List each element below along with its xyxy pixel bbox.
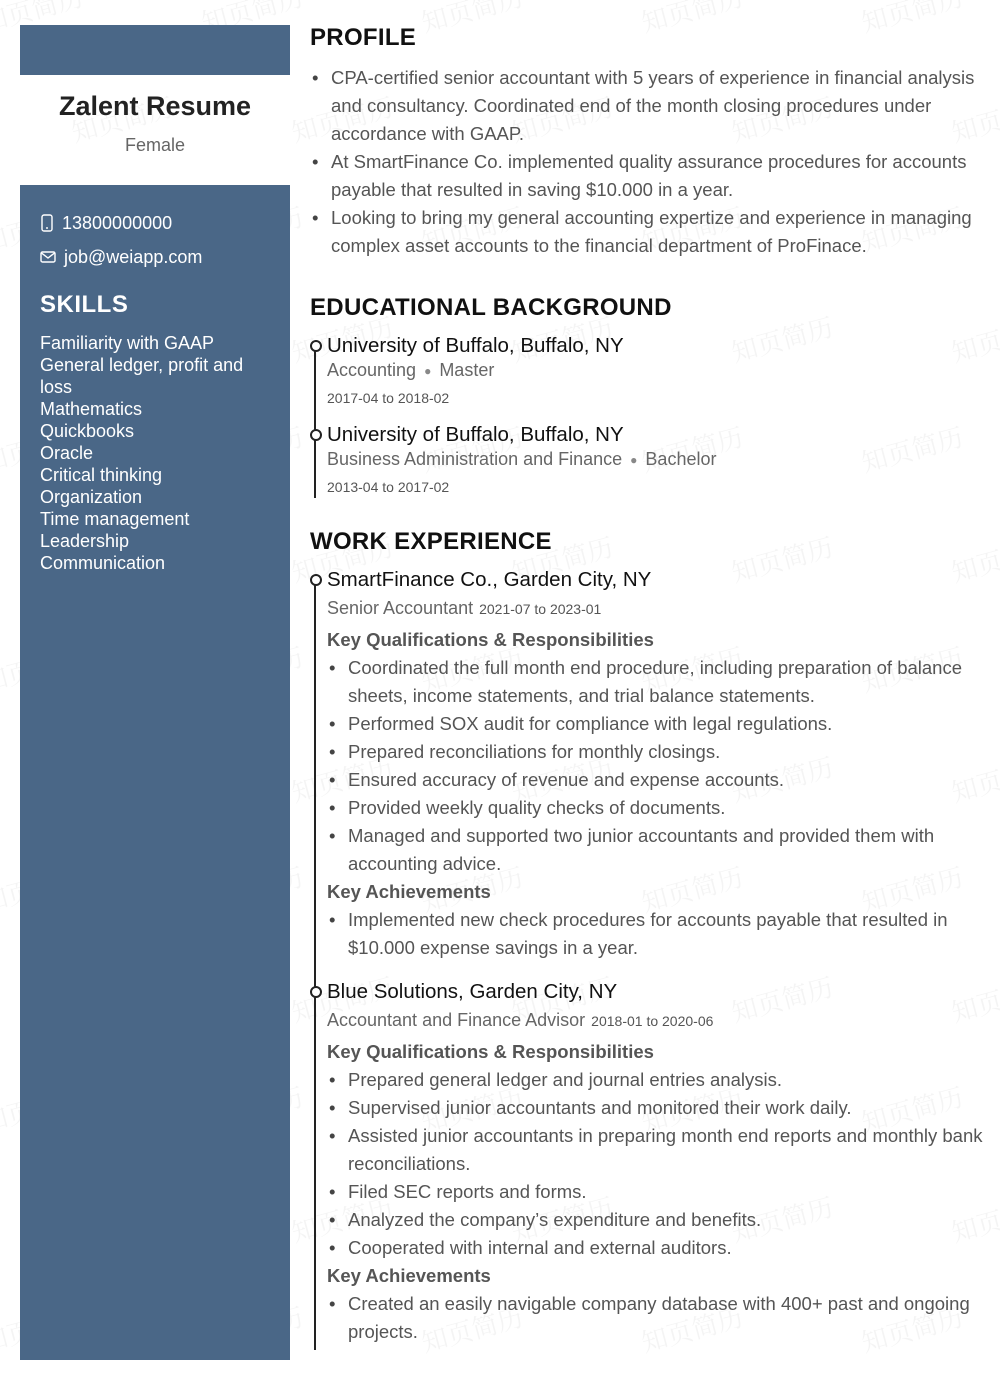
skill-item: Time management bbox=[40, 509, 190, 529]
skills-heading: SKILLS bbox=[40, 291, 129, 318]
profile-list bbox=[310, 64, 982, 260]
mail-icon bbox=[40, 250, 56, 264]
skill-item: Oracle bbox=[40, 443, 94, 463]
watermark-text bbox=[727, 307, 837, 370]
responsibility-item: • Cooperated with internal and external auditors. bbox=[327, 1234, 987, 1262]
skill-item: Communication bbox=[40, 553, 166, 573]
profile-item: • Looking to bring my general accounting expertize and experience in managing complex asset accounts to the financial department of ProFinace. bbox=[310, 204, 982, 260]
sidebar bbox=[20, 185, 290, 1360]
skill-item: Critical thinking bbox=[40, 465, 163, 485]
phone-number: 13800000000 bbox=[62, 213, 173, 233]
job-dates: 2021-07 to 2023-01 bbox=[479, 601, 602, 617]
candidate-name: Zalent Resume bbox=[58, 91, 252, 121]
education-school: University of Buffalo, Buffalo, NY bbox=[327, 334, 624, 357]
responsibility-item: • Managed and supported two junior accountants and provided them with accounting advice. bbox=[327, 822, 987, 878]
watermark-text bbox=[417, 0, 527, 40]
achievement-item: • Implemented new check procedures for accounts payable that resulted in $10.000 expense savings in a year. bbox=[327, 906, 987, 962]
watermark-text bbox=[947, 307, 1000, 370]
responsibility-item: • Prepared reconciliations for monthly closings. bbox=[327, 738, 987, 766]
achievements-list bbox=[327, 1290, 987, 1346]
separator-dot: ● bbox=[630, 453, 638, 468]
watermark-text bbox=[857, 417, 967, 480]
profile-heading: PROFILE bbox=[310, 24, 417, 51]
education-major: Business Administration and Finance bbox=[327, 449, 623, 469]
education-details bbox=[327, 447, 716, 472]
education-heading: EDUCATIONAL BACKGROUND bbox=[310, 294, 672, 321]
job-role-row bbox=[327, 596, 601, 621]
job-company: Blue Solutions, Garden City, NY bbox=[327, 980, 618, 1003]
skill-item: Mathematics bbox=[40, 399, 143, 419]
work-timeline bbox=[314, 579, 316, 1350]
achievements-heading: Key Achievements bbox=[327, 881, 491, 902]
education-dates: 2017-04 to 2018-02 bbox=[327, 390, 450, 406]
job-dates: 2018-01 to 2020-06 bbox=[591, 1013, 714, 1029]
qualifications-heading: Key Qualifications & Responsibilities bbox=[327, 629, 654, 650]
achievements-heading: Key Achievements bbox=[327, 1265, 491, 1286]
timeline-dot bbox=[310, 340, 322, 352]
responsibility-item: • Ensured accuracy of revenue and expense accounts. bbox=[327, 766, 987, 794]
responsibility-item: • Prepared general ledger and journal entries analysis. bbox=[327, 1066, 987, 1094]
education-degree: Bachelor bbox=[645, 449, 717, 469]
qualifications-heading: Key Qualifications & Responsibilities bbox=[327, 1041, 654, 1062]
skill-item: General ledger, profit and loss bbox=[40, 355, 244, 397]
achievement-item: • Created an easily navigable company database with 400+ past and ongoing projects. bbox=[327, 1290, 987, 1346]
education-timeline bbox=[314, 345, 316, 498]
education-degree: Master bbox=[439, 360, 495, 380]
watermark-text bbox=[947, 967, 1000, 1030]
job-role: Senior Accountant bbox=[327, 598, 474, 618]
skills-list bbox=[40, 332, 270, 574]
watermark-text bbox=[727, 527, 837, 590]
responsibility-item: • Analyzed the company’s expenditure and benefits. bbox=[327, 1206, 987, 1234]
education-school: University of Buffalo, Buffalo, NY bbox=[327, 423, 624, 446]
candidate-gender: Female bbox=[124, 135, 186, 155]
responsibility-item: • Filed SEC reports and forms. bbox=[327, 1178, 987, 1206]
profile-item: • CPA-certified senior accountant with 5 years of experience in financial analysis and consultancy. Coordinated end of the month closing procedures under accordance with GAAP. bbox=[310, 64, 982, 148]
watermark-text bbox=[947, 527, 1000, 590]
watermark-text bbox=[727, 967, 837, 1030]
responsibility-item: • Coordinated the full month end procedure, including preparation of balance sheets, income statements, and trial balance statements. bbox=[327, 654, 987, 710]
responsibilities-list bbox=[327, 654, 987, 878]
responsibility-item: • Provided weekly quality checks of documents. bbox=[327, 794, 987, 822]
watermark-text bbox=[637, 0, 747, 40]
education-dates: 2013-04 to 2017-02 bbox=[327, 479, 450, 495]
profile-item: • At SmartFinance Co. implemented quality assurance procedures for accounts payable that resulted in saving $10.000 in a year. bbox=[310, 148, 982, 204]
education-details bbox=[327, 358, 494, 383]
education-major: Accounting bbox=[327, 360, 417, 380]
email-address[interactable]: job@weiapp.com bbox=[64, 247, 203, 267]
watermark-text bbox=[857, 0, 967, 40]
timeline-dot bbox=[310, 429, 322, 441]
phone-icon bbox=[40, 214, 54, 232]
phone-row bbox=[40, 211, 172, 235]
job-role: Accountant and Finance Advisor bbox=[327, 1010, 586, 1030]
timeline-dot bbox=[310, 986, 322, 998]
name-block bbox=[20, 88, 290, 156]
responsibility-item: • Supervised junior accountants and monitored their work daily. bbox=[327, 1094, 987, 1122]
responsibilities-list bbox=[327, 1066, 987, 1262]
skill-item: Organization bbox=[40, 487, 143, 507]
skill-item: Quickbooks bbox=[40, 421, 135, 441]
job-role-row bbox=[327, 1008, 713, 1033]
work-heading: WORK EXPERIENCE bbox=[310, 528, 552, 555]
skill-item: Leadership bbox=[40, 531, 130, 551]
timeline-dot bbox=[310, 574, 322, 586]
separator-dot: ● bbox=[424, 364, 432, 379]
job-company: SmartFinance Co., Garden City, NY bbox=[327, 568, 652, 591]
email-row bbox=[40, 245, 202, 269]
responsibility-item: • Assisted junior accountants in preparing month end reports and monthly bank reconciliations. bbox=[327, 1122, 987, 1178]
achievements-list bbox=[327, 906, 987, 962]
responsibility-item: • Performed SOX audit for compliance with legal regulations. bbox=[327, 710, 987, 738]
skill-item: Familiarity with GAAP bbox=[40, 333, 215, 353]
sidebar-header-band bbox=[20, 25, 290, 75]
